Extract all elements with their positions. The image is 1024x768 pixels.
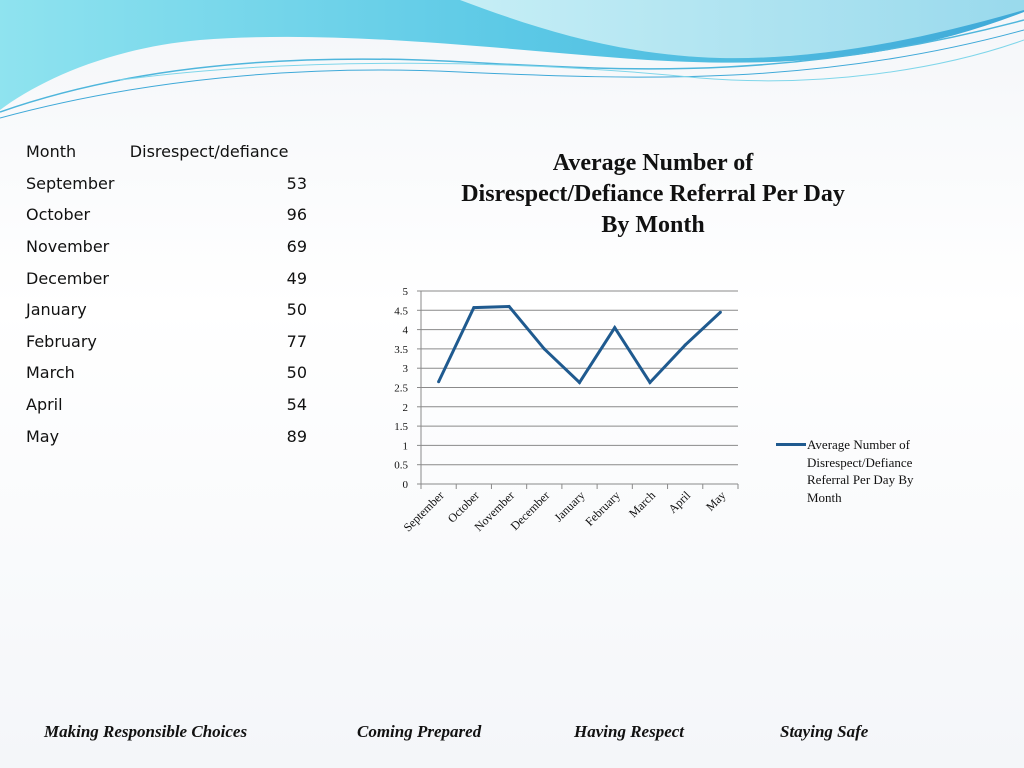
count-cell: 69 (286, 237, 307, 257)
chart-title-line: Average Number of (552, 150, 754, 176)
y-tick-label: 5 (402, 286, 408, 298)
y-tick-label: 1 (402, 440, 408, 453)
legend-label-line: Average Number of (807, 437, 910, 452)
month-cell: March (26, 363, 75, 383)
series-line (439, 306, 721, 382)
footer-value-prepared: Coming Prepared (357, 722, 482, 741)
column-header-month: Month (26, 142, 77, 162)
x-tick-label: December (507, 488, 553, 533)
footer-value-safe: Staying Safe (780, 722, 869, 741)
data-point (684, 344, 687, 347)
x-tick-label: September (400, 488, 447, 535)
data-point (437, 380, 440, 383)
table-row (26, 420, 316, 452)
data-point (508, 305, 511, 308)
legend-label-line: Disrespect/Defiance (807, 454, 913, 470)
month-cell: December (26, 268, 109, 288)
month-cell: February (26, 331, 97, 351)
count-cell: 49 (286, 268, 307, 288)
y-tick-label: 4 (402, 324, 408, 337)
month-cell: January (26, 300, 87, 320)
chart-title-line: Disrespect/Defiance Referral Per Day (461, 181, 845, 207)
x-tick-label: November (471, 488, 518, 534)
header-wave-decoration (0, 0, 1024, 130)
y-tick-label: 2.5 (394, 382, 408, 395)
count-cell: 89 (286, 426, 307, 446)
legend-line-swatch (776, 443, 806, 446)
table-row (26, 168, 316, 200)
table-row (26, 326, 316, 358)
count-cell: 77 (286, 331, 307, 351)
count-cell: 50 (286, 363, 307, 383)
table-row (26, 294, 316, 326)
legend-label (807, 436, 947, 506)
footer-value-respect: Having Respect (574, 722, 685, 741)
x-tick-label: October (444, 488, 482, 526)
chart-title-line: By Month (601, 212, 705, 238)
line-chart (360, 270, 960, 570)
y-tick-label: 2 (402, 401, 408, 414)
y-tick-label: 0.5 (394, 459, 408, 472)
count-cell: 50 (286, 300, 307, 320)
month-cell: September (26, 173, 115, 193)
y-tick-label: 3 (402, 363, 408, 376)
table-header-row (26, 136, 316, 168)
data-point (719, 311, 722, 314)
data-point (613, 326, 616, 329)
month-cell: October (26, 205, 91, 225)
x-tick-label: May (703, 488, 729, 514)
chart-title (418, 148, 888, 241)
data-point (543, 347, 546, 350)
legend-label-line: Referral Per Day By (807, 472, 914, 487)
count-cell: 54 (286, 395, 307, 415)
y-tick-label: 3.5 (394, 343, 408, 356)
table-row (26, 199, 316, 231)
data-point (472, 306, 475, 309)
y-tick-label: 4.5 (394, 305, 408, 318)
x-tick-label: April (665, 488, 694, 517)
y-tick-label: 0 (402, 479, 408, 491)
count-cell: 53 (286, 173, 307, 193)
y-tick-label: 1.5 (394, 421, 408, 434)
legend-label-line: Month (807, 489, 842, 505)
table-row (26, 357, 316, 389)
month-cell: April (26, 395, 63, 415)
month-cell: May (26, 426, 60, 446)
table-row (26, 262, 316, 294)
data-point (648, 381, 651, 384)
data-point (578, 381, 581, 384)
x-tick-label: January (551, 488, 588, 525)
x-tick-label: March (626, 488, 659, 521)
referral-data-table (26, 136, 316, 452)
count-cell: 96 (286, 205, 307, 225)
x-tick-label: February (582, 488, 623, 529)
footer-value-responsible: Making Responsible Choices (44, 722, 248, 741)
table-row (26, 231, 316, 263)
column-header-disrespect-defiance: Disrespect/defiance (129, 142, 289, 162)
month-cell: November (26, 237, 110, 257)
table-row (26, 389, 316, 421)
